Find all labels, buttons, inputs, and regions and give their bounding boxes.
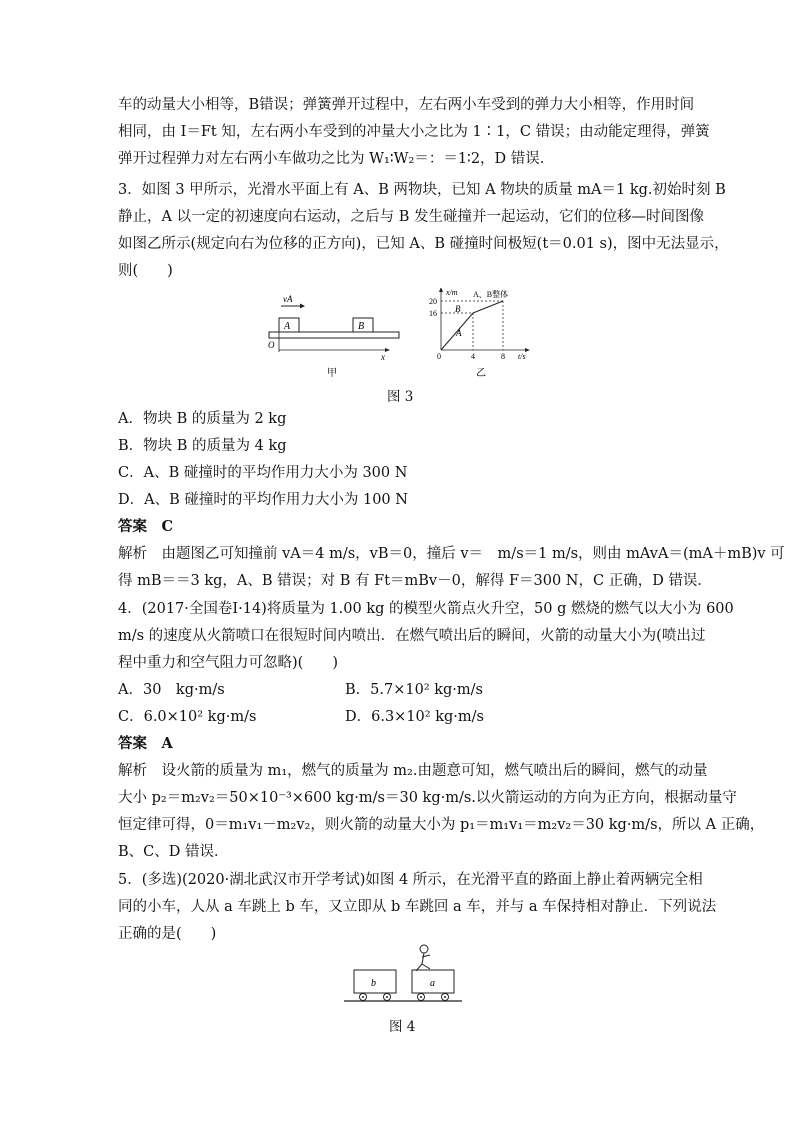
x-axis-label: t/s: [518, 352, 526, 361]
figure-4-caption: 图 4: [389, 1019, 416, 1035]
answer-4: 答案 A: [118, 735, 173, 752]
question-4-line: m/s 的速度从火箭喷口在很短时间内喷出．在燃气喷出后的瞬间，火箭的动量大小为(喷出过: [118, 628, 706, 644]
y-tick: 20: [429, 297, 437, 306]
origin-label: O: [268, 340, 275, 350]
option-b: B．5.7×10² kg·m/s: [345, 682, 483, 698]
explanation-4: 解析 设火箭的质量为 m₁，燃气的质量为 m₂.由题意可知，燃气喷出后的瞬间，燃气的动量: [118, 763, 708, 779]
velocity-label: vA: [283, 294, 293, 304]
segment-b-label: B: [455, 304, 461, 314]
figure-3: [255, 288, 555, 380]
figure-3-yi: [429, 288, 530, 379]
question-3-line: 3．如图 3 甲所示，光滑水平面上有 A、B 两物块，已知 A 物块的质量 mA＝1 kg.初始时刻 B: [118, 182, 726, 198]
answer-3: 答案 C: [118, 518, 174, 535]
question-5-line: 同的小车，人从 a 车跳上 b 车，又立即从 b 车跳回 a 车，并与 a 车保持相对静止．下列说法: [118, 899, 717, 915]
figure-3-jia: [268, 294, 399, 379]
question-3-line: 则( ): [118, 263, 173, 279]
segment-a-label: A: [456, 328, 462, 338]
question-4-line: 4．(2017·全国卷Ⅰ·14)将质量为 1.00 kg 的模型火箭点火升空，50 g 燃烧的燃气以大小为 600: [118, 601, 734, 617]
combined-label: A、B整体: [473, 290, 509, 299]
jia-label: 甲: [327, 368, 337, 379]
cart-a-label: a: [430, 978, 435, 989]
question-3-line: 静止，A 以一定的初速度向右运动，之后与 B 发生碰撞并一起运动，它们的位移—时间图像: [118, 209, 704, 225]
x-tick: 4: [471, 352, 475, 361]
explanation-4: B、C、D 错误．: [118, 844, 229, 860]
figure-4: [338, 944, 468, 1008]
question-5-line: 5．(多选)(2020·湖北武汉市开学考试)如图 4 所示，在光滑平直的路面上静止着两辆完全相: [118, 872, 703, 888]
explanation-3: 解析 由题图乙可知撞前 vA＝4 m/s，vB＝0，撞后 v＝ m/s＝1 m/s，则由 mAvA＝(mA＋mB)v 可: [118, 546, 785, 562]
segment-ab: [473, 301, 503, 313]
figure-3-caption: 图 3: [387, 389, 414, 405]
cart-b-label: b: [371, 978, 376, 989]
text-line: 弹开过程弹力对左右两小车做功之比为 W₁∶W₂＝：＝1∶2，D 错误．: [118, 151, 555, 167]
block-a-label: A: [284, 321, 291, 332]
option-c: C．6.0×10² kg·m/s: [118, 709, 257, 725]
explanation-4: 大小 p₂＝m₂v₂＝50×10⁻³×600 kg·m/s＝30 kg·m/s.以火箭运动的方向为正方向，根据动量守: [118, 790, 737, 806]
y-tick: 16: [429, 309, 437, 318]
option-a: A．物块 B 的质量为 2 kg: [118, 411, 287, 427]
question-3-line: 如图乙所示(规定向右为位移的正方向)，已知 A、B 碰撞时间极短(t＝0.01 s)，图中无法显示，: [118, 236, 729, 252]
yi-label: 乙: [476, 368, 486, 379]
question-5-line: 正确的是( ): [118, 926, 217, 942]
origin-label: 0: [437, 352, 441, 361]
option-c: C．A、B 碰撞时的平均作用力大小为 300 N: [118, 465, 408, 481]
text-line: 车的动量大小相等，B错误；弹簧弹开过程中，左右两小车受到的弹力大小相等，作用时间: [118, 97, 695, 113]
option-d: D．6.3×10² kg·m/s: [345, 709, 484, 725]
question-4-line: 程中重力和空气阻力可忽略)( ): [118, 655, 338, 671]
x-tick: 8: [501, 352, 505, 361]
y-axis-label: x/m: [446, 288, 458, 297]
person-head: [420, 945, 428, 953]
axis-label: x: [381, 352, 385, 362]
option-d: D．A、B 碰撞时的平均作用力大小为 100 N: [118, 492, 408, 508]
explanation-3: 得 mB＝＝3 kg，A、B 错误；对 B 有 Ft＝mBv－0，解得 F＝300 N，C 正确，D 错误．: [118, 573, 712, 589]
explanation-4: 恒定律可得，0＝m₁v₁－m₂v₂，则火箭的动量大小为 p₁＝m₁v₁＝m₂v₂＝30 kg·m/s，所以 A 正确，: [118, 817, 765, 833]
option-b: B．物块 B 的质量为 4 kg: [118, 438, 287, 454]
text-line: 相同，由 I＝Ft 知，左右两小车受到的冲量大小之比为 1∶1，C 错误；由动能定理得，弹簧: [118, 124, 710, 140]
option-a: A．30 kg·m/s: [118, 682, 225, 698]
block-b-label: B: [358, 321, 365, 332]
